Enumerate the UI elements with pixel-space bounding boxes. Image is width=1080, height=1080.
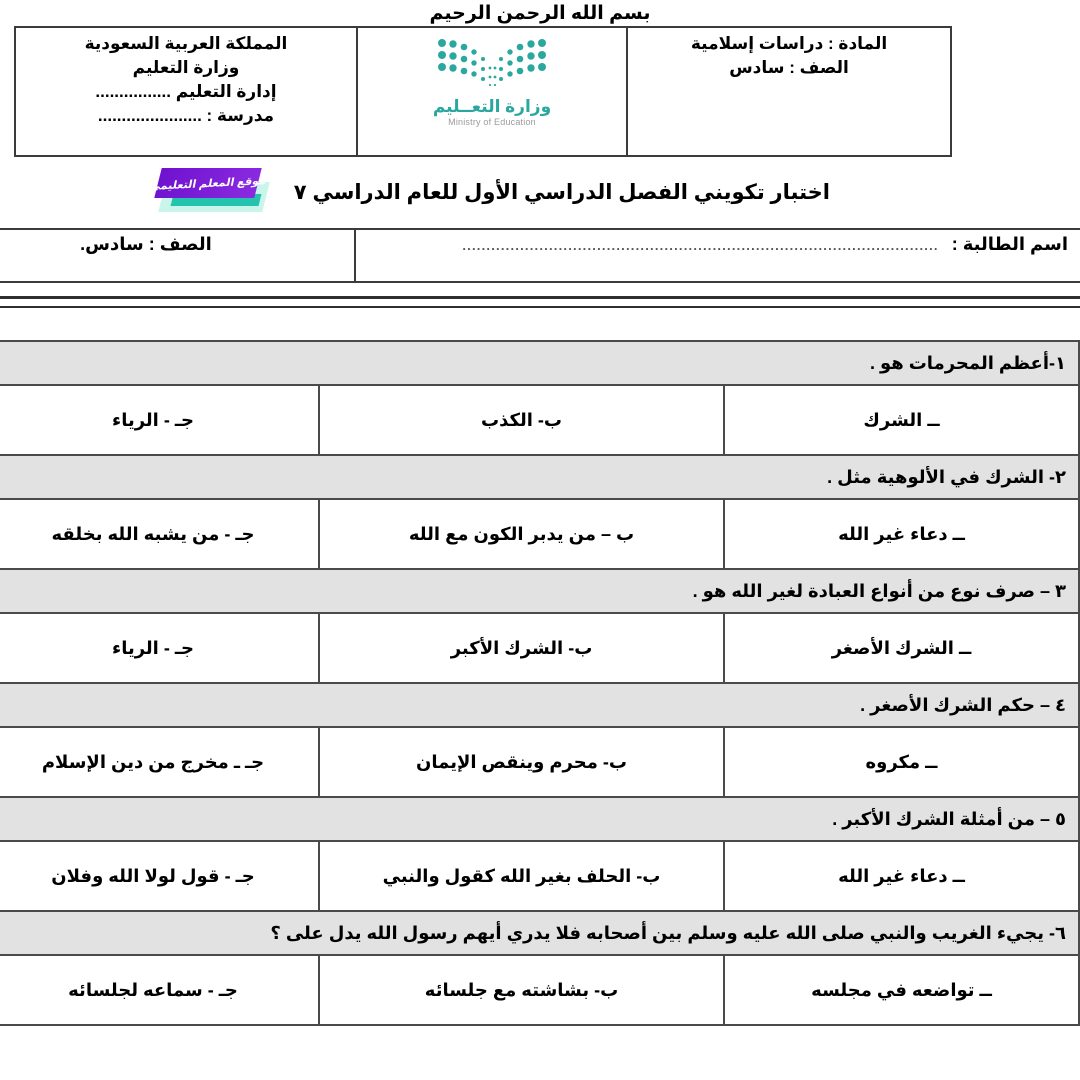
question-row [0, 797, 1079, 841]
answer-row [0, 499, 1079, 569]
option-c-q4[interactable]: جـ ـ مخرج من دين الإسلام [0, 727, 319, 797]
option-c-q3[interactable]: جـ - الرياء [0, 613, 319, 683]
option-b-q5[interactable]: ب- الحلف بغير الله كقول والنبي [319, 841, 724, 911]
title-row [0, 174, 1080, 222]
question-row [0, 683, 1079, 727]
header-cell-authority [15, 27, 357, 156]
answer-row [0, 385, 1079, 455]
question-text-3: ٣ – صرف نوع من أنواع العبادة لغير الله هو . [0, 569, 1079, 613]
ministry-logo [368, 32, 616, 127]
option-b-q2[interactable]: ب – من يدبر الكون مع الله [319, 499, 724, 569]
question-row [0, 911, 1079, 955]
question-row [0, 455, 1079, 499]
student-class-cell: الصف : سادس. [0, 229, 355, 282]
question-row [0, 341, 1079, 385]
option-a-q4[interactable]: ــ مكروه [724, 727, 1079, 797]
option-a-q5[interactable]: ــ دعاء غير الله [724, 841, 1079, 911]
option-c-q1[interactable]: جـ - الرياء [0, 385, 319, 455]
question-text-2: ٢- الشرك في الألوهية مثل . [0, 455, 1079, 499]
answer-row [0, 727, 1079, 797]
header-table [14, 26, 952, 157]
header-row [15, 27, 951, 156]
answer-row [0, 613, 1079, 683]
option-a-q3[interactable]: ــ الشرك الأصغر [724, 613, 1079, 683]
watermark-label: موقع المعلم التعليمي [148, 174, 268, 193]
student-name-label: اسم الطالبة : [951, 234, 1068, 254]
student-info-row [0, 229, 1080, 282]
student-name-cell [355, 229, 1080, 282]
option-a-q6[interactable]: ــ تواضعه في مجلسه [724, 955, 1079, 1025]
exam-title: اختبار تكويني الفصل الدراسي الأول للعام الدراسي ٧ [293, 181, 830, 204]
student-name-blank[interactable]: ................................................................................................... [462, 237, 939, 253]
education-dept-line: إدارة التعليم ................ [95, 82, 277, 102]
option-b-q3[interactable]: ب- الشرك الأكبر [319, 613, 724, 683]
kingdom-line: المملكة العربية السعودية [84, 34, 288, 53]
option-a-q1[interactable]: ــ الشرك [724, 385, 1079, 455]
ministry-logo-english: Ministry of Education [448, 117, 536, 127]
question-text-4: ٤ – حكم الشرك الأصغر . [0, 683, 1079, 727]
question-text-6: ٦- يجيء الغريب والنبي صلى الله عليه وسلم بين أصحابه فلا يدري أيهم رسول الله يدل على ؟ [0, 911, 1079, 955]
option-c-q5[interactable]: جـ - قول لولا الله وفلان [0, 841, 319, 911]
subject-line: المادة : دراسات إسلامية [690, 34, 888, 53]
student-info-table [0, 228, 1080, 283]
questions-table [0, 340, 1080, 1026]
header-cell-subject [627, 27, 951, 156]
question-text-5: ٥ – من أمثلة الشرك الأكبر . [0, 797, 1079, 841]
ministry-line: وزارة التعليم [132, 58, 240, 78]
option-b-q1[interactable]: ب- الكذب [319, 385, 724, 455]
school-line: مدرسة : ...................... [97, 106, 275, 126]
answer-row [0, 841, 1079, 911]
ministry-logo-icon [432, 34, 552, 92]
option-b-q6[interactable]: ب- بشاشته مع جلسائه [319, 955, 724, 1025]
section-divider [0, 296, 1080, 308]
question-text-1: ١-أعظم المحرمات هو . [0, 341, 1079, 385]
question-row [0, 569, 1079, 613]
ministry-logo-arabic: وزارة التعــليم [432, 97, 552, 116]
answer-row [0, 955, 1079, 1025]
option-c-q2[interactable]: جـ - من يشبه الله بخلقه [0, 499, 319, 569]
header-cell-logo [357, 27, 627, 156]
option-a-q2[interactable]: ــ دعاء غير الله [724, 499, 1079, 569]
grade-line: الصف : سادس [729, 58, 849, 78]
option-c-q6[interactable]: جـ - سماعه لجلسائه [0, 955, 319, 1025]
basmala-text: بسم الله الرحمن الرحيم [429, 3, 651, 24]
site-watermark [148, 168, 270, 214]
option-b-q4[interactable]: ب- محرم وينقص الإيمان [319, 727, 724, 797]
